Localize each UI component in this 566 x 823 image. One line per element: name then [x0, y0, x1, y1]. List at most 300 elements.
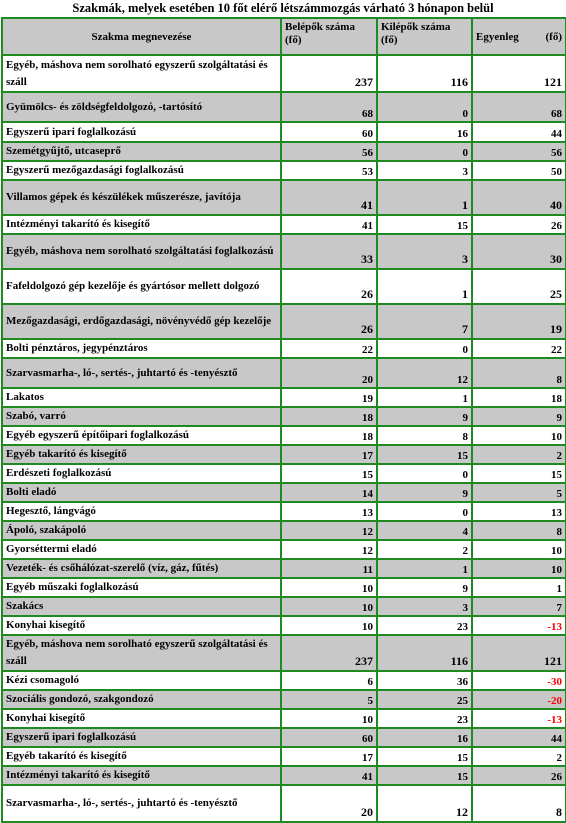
table-row	[2, 540, 566, 559]
row-balance	[472, 358, 566, 388]
table-row	[2, 616, 566, 635]
table-row	[2, 502, 566, 521]
row-in-text: 20	[361, 805, 373, 819]
table-row	[2, 180, 566, 215]
table-row	[2, 521, 566, 540]
row-name	[2, 234, 281, 269]
row-in	[281, 540, 377, 559]
row-balance-text: 18	[551, 393, 562, 405]
row-in	[281, 426, 377, 445]
row-out-text: 12	[457, 374, 468, 386]
row-name	[2, 304, 281, 339]
row-in-text: 17	[362, 752, 373, 764]
row-in	[281, 358, 377, 388]
row-name-text: Bolti eladó	[6, 486, 57, 498]
row-out	[377, 426, 472, 445]
row-out-text: 4	[462, 526, 468, 538]
row-name	[2, 578, 281, 597]
row-out-text: 8	[462, 431, 468, 443]
table-row	[2, 635, 566, 671]
row-name-text: Kézi csomagoló	[6, 674, 80, 686]
row-out-text: 0	[462, 507, 468, 519]
row-out-text: 116	[450, 654, 468, 668]
row-out	[377, 671, 472, 690]
row-in-text: 6	[367, 676, 373, 688]
row-in	[281, 690, 377, 709]
row-out-text: 7	[462, 322, 468, 336]
row-out-text: 3	[462, 602, 468, 614]
row-name	[2, 180, 281, 215]
row-name-text: Egyéb takarító és kisegítő	[6, 448, 127, 460]
row-balance-text: 5	[556, 488, 562, 500]
row-in	[281, 339, 377, 358]
row-in	[281, 92, 377, 122]
row-name-text: Egyéb, máshova nem sorolható egyszerű szolgáltatási és száll	[6, 58, 268, 88]
row-balance-text: -13	[547, 621, 562, 633]
row-in	[281, 502, 377, 521]
row-out	[377, 142, 472, 161]
row-out	[377, 559, 472, 578]
row-out-text: 1	[462, 393, 468, 405]
row-balance	[472, 559, 566, 578]
row-out-text: 1	[462, 564, 468, 576]
row-balance	[472, 215, 566, 234]
row-name-text: Szemétgyűjtő, utcaseprő	[6, 145, 121, 157]
row-balance	[472, 161, 566, 180]
row-out	[377, 92, 472, 122]
row-in-text: 33	[361, 252, 373, 266]
row-out-text: 0	[462, 147, 468, 159]
row-balance-text: 22	[551, 344, 562, 356]
row-balance	[472, 445, 566, 464]
row-name-text: Egyéb műszaki foglalkozású	[6, 581, 139, 593]
row-out-text: 16	[457, 733, 468, 745]
row-balance-text: 2	[556, 450, 562, 462]
row-out-text: 0	[462, 344, 468, 356]
table-row	[2, 766, 566, 785]
row-out	[377, 709, 472, 728]
row-in	[281, 304, 377, 339]
row-balance	[472, 464, 566, 483]
row-in-text: 18	[362, 412, 373, 424]
table-row	[2, 215, 566, 234]
row-balance-text: 44	[551, 128, 562, 140]
row-out	[377, 578, 472, 597]
row-name	[2, 483, 281, 502]
table-row	[2, 671, 566, 690]
row-balance	[472, 339, 566, 358]
row-balance-text: 2	[556, 752, 562, 764]
row-in-text: 10	[362, 583, 373, 595]
row-out-text: 15	[457, 450, 468, 462]
row-name	[2, 671, 281, 690]
row-out	[377, 304, 472, 339]
row-name-text: Fafeldolgozó gép kezelője és gyártósor mellett dolgozó	[6, 280, 260, 292]
row-out	[377, 690, 472, 709]
row-in-text: 13	[362, 507, 373, 519]
row-name	[2, 142, 281, 161]
table-row	[2, 304, 566, 339]
table-row	[2, 709, 566, 728]
row-out	[377, 597, 472, 616]
row-name-text: Hegesztő, lángvágó	[6, 505, 96, 517]
row-in	[281, 483, 377, 502]
row-out	[377, 635, 472, 671]
row-out	[377, 215, 472, 234]
table-row	[2, 122, 566, 142]
row-name-text: Egyszerű ipari foglalkozású	[6, 125, 137, 138]
table-row	[2, 728, 566, 747]
row-in	[281, 728, 377, 747]
row-out-text: 9	[462, 583, 468, 595]
column-header-in: Belépők száma (fő)	[281, 18, 377, 55]
row-in-text: 10	[362, 602, 373, 614]
row-in-text: 20	[362, 374, 373, 386]
row-balance	[472, 766, 566, 785]
row-balance-text: 121	[544, 654, 562, 668]
row-out	[377, 785, 472, 822]
row-out	[377, 521, 472, 540]
row-name	[2, 215, 281, 234]
row-balance-text: 8	[556, 374, 562, 386]
row-name	[2, 339, 281, 358]
row-balance-text: 25	[550, 287, 562, 301]
row-out	[377, 358, 472, 388]
row-balance	[472, 690, 566, 709]
column-header-name: Szakma megnevezése	[2, 18, 281, 55]
row-name	[2, 635, 281, 671]
row-out-text: 9	[462, 488, 468, 500]
row-out-text: 36	[457, 676, 468, 688]
row-in-text: 17	[362, 450, 373, 462]
row-balance-text: 40	[550, 198, 562, 212]
column-header-balance	[472, 18, 566, 55]
row-in-text: 22	[362, 344, 373, 356]
row-name-text: Egyéb, máshova nem sorolható egyszerű szolgáltatási és száll	[6, 638, 268, 667]
row-name-text: Egyéb, máshova nem sorolható szolgáltatási foglalkozású	[6, 245, 274, 257]
row-name	[2, 55, 281, 92]
row-balance-text: -30	[547, 676, 562, 688]
row-name	[2, 426, 281, 445]
balance-unit: (fő)	[545, 30, 562, 43]
row-in-text: 41	[362, 771, 373, 783]
row-name-text: Szabó, varró	[6, 410, 66, 422]
row-out-text: 23	[457, 621, 468, 633]
table-row	[2, 142, 566, 161]
table-row	[2, 747, 566, 766]
table-row	[2, 597, 566, 616]
row-out	[377, 616, 472, 635]
row-in-text: 53	[362, 166, 373, 178]
row-in-text: 19	[362, 393, 373, 405]
row-name	[2, 388, 281, 407]
row-out-text: 15	[457, 220, 468, 232]
row-out	[377, 407, 472, 426]
row-in	[281, 597, 377, 616]
table-row	[2, 483, 566, 502]
row-in-text: 60	[362, 733, 373, 745]
row-name-text: Erdészeti foglalkozású	[6, 467, 112, 479]
table-row	[2, 269, 566, 304]
row-in-text: 41	[362, 220, 373, 232]
table-row	[2, 358, 566, 388]
row-in	[281, 269, 377, 304]
row-name	[2, 92, 281, 122]
table-row	[2, 559, 566, 578]
row-in	[281, 635, 377, 671]
row-balance	[472, 709, 566, 728]
row-in	[281, 747, 377, 766]
row-balance-text: 10	[551, 431, 562, 443]
row-balance-text: 15	[551, 469, 562, 481]
row-out	[377, 540, 472, 559]
row-out	[377, 161, 472, 180]
row-name-text: Szarvasmarha-, ló-, sertés-, juhtartó és -tenyésztő	[6, 366, 238, 379]
row-in	[281, 122, 377, 142]
row-balance	[472, 597, 566, 616]
row-name-text: Szarvasmarha-, ló-, sertés-, juhtartó és -tenyésztő	[6, 797, 238, 809]
row-out	[377, 339, 472, 358]
row-in-text: 237	[355, 654, 373, 668]
row-in-text: 26	[361, 322, 373, 336]
row-balance-text: -13	[547, 714, 562, 726]
table-row	[2, 55, 566, 92]
row-in	[281, 559, 377, 578]
row-in-text: 11	[362, 564, 373, 576]
row-in	[281, 464, 377, 483]
row-name-text: Gyorséttermi eladó	[6, 543, 97, 555]
row-balance	[472, 407, 566, 426]
row-balance	[472, 55, 566, 92]
row-balance	[472, 502, 566, 521]
row-out	[377, 483, 472, 502]
row-name-text: Konyhai kisegítő	[6, 712, 86, 724]
row-name	[2, 161, 281, 180]
table-row	[2, 161, 566, 180]
row-name-text: Szakács	[6, 600, 44, 612]
row-balance	[472, 728, 566, 747]
row-in	[281, 578, 377, 597]
row-name-text: Konyhai kisegítő	[6, 619, 86, 631]
row-out	[377, 728, 472, 747]
table-row	[2, 464, 566, 483]
row-balance-text: 7	[556, 602, 562, 614]
row-out	[377, 445, 472, 464]
row-name	[2, 122, 281, 142]
row-name-text: Intézményi takarító és kisegítő	[6, 769, 150, 781]
row-balance-text: 10	[551, 564, 562, 576]
header-row	[2, 18, 566, 55]
row-name	[2, 445, 281, 464]
table-row	[2, 785, 566, 822]
balance-label: Egyenleg	[476, 30, 519, 43]
row-out	[377, 269, 472, 304]
row-name	[2, 540, 281, 559]
row-out	[377, 766, 472, 785]
row-balance-text: 68	[551, 108, 562, 120]
row-balance	[472, 122, 566, 142]
occupation-table	[1, 17, 566, 823]
row-out	[377, 122, 472, 142]
row-in-text: 41	[361, 198, 373, 212]
row-out-text: 12	[456, 805, 468, 819]
row-name-text: Gyümölcs- és zöldségfeldolgozó, -tartósító	[6, 100, 203, 113]
row-name	[2, 521, 281, 540]
row-out-text: 1	[462, 198, 468, 212]
row-balance-text: 10	[551, 545, 562, 557]
row-balance	[472, 671, 566, 690]
row-out	[377, 55, 472, 92]
row-out-text: 3	[462, 252, 468, 266]
table-row	[2, 407, 566, 426]
row-name	[2, 358, 281, 388]
row-balance-text: 50	[551, 166, 562, 178]
row-name-text: Lakatos	[6, 391, 44, 403]
row-in-text: 26	[361, 287, 373, 301]
row-name	[2, 766, 281, 785]
row-in	[281, 766, 377, 785]
row-in	[281, 180, 377, 215]
row-balance	[472, 483, 566, 502]
row-in	[281, 445, 377, 464]
row-in	[281, 161, 377, 180]
row-in	[281, 407, 377, 426]
row-out	[377, 464, 472, 483]
row-name-text: Mezőgazdasági, erdőgazdasági, növényvédő gép kezelője	[6, 315, 272, 327]
row-balance	[472, 180, 566, 215]
row-balance	[472, 785, 566, 822]
row-in	[281, 671, 377, 690]
table-title: Szakmák, melyek esetében 10 főt elérő létszámmozgás várható 3 hónapon belül	[72, 1, 494, 15]
row-in-text: 56	[362, 147, 373, 159]
row-in-text: 18	[362, 431, 373, 443]
row-out-text: 25	[457, 695, 468, 707]
row-name	[2, 616, 281, 635]
row-balance	[472, 426, 566, 445]
row-balance	[472, 521, 566, 540]
row-name	[2, 269, 281, 304]
row-out	[377, 747, 472, 766]
row-name	[2, 407, 281, 426]
row-in-text: 10	[362, 621, 373, 633]
row-name-text: Egyszerű mezőgazdasági foglalkozású	[6, 164, 184, 176]
row-balance	[472, 269, 566, 304]
row-balance	[472, 304, 566, 339]
row-in-text: 15	[362, 469, 373, 481]
table-row	[2, 445, 566, 464]
row-balance	[472, 540, 566, 559]
row-in	[281, 142, 377, 161]
row-balance-text: 121	[544, 75, 562, 89]
row-name	[2, 728, 281, 747]
row-out-text: 116	[450, 75, 468, 89]
row-balance-text: 13	[551, 507, 562, 519]
row-out-text: 2	[462, 545, 468, 557]
row-balance-text: 26	[551, 220, 562, 232]
row-name-text: Intézményi takarító és kisegítő	[6, 218, 150, 230]
row-in-text: 14	[362, 488, 373, 500]
table-row	[2, 339, 566, 358]
row-in	[281, 709, 377, 728]
row-name	[2, 559, 281, 578]
row-name-text: Egyéb egyszerű építőipari foglalkozású	[6, 429, 190, 441]
row-name	[2, 464, 281, 483]
column-header-out: Kilépők száma (fő)	[377, 18, 472, 55]
row-balance-text: -20	[547, 695, 562, 707]
row-in-text: 68	[362, 108, 373, 120]
row-balance	[472, 142, 566, 161]
row-name-text: Egyéb takarító és kisegítő	[6, 750, 127, 762]
row-out	[377, 234, 472, 269]
row-balance	[472, 635, 566, 671]
row-balance-text: 1	[556, 583, 562, 595]
row-out	[377, 180, 472, 215]
row-out-text: 3	[462, 166, 468, 178]
row-balance-text: 8	[556, 526, 562, 538]
row-out	[377, 388, 472, 407]
row-in-text: 5	[367, 695, 373, 707]
row-name	[2, 785, 281, 822]
row-name	[2, 709, 281, 728]
row-balance	[472, 747, 566, 766]
row-name	[2, 597, 281, 616]
row-balance-text: 9	[556, 412, 562, 424]
row-out-text: 16	[457, 128, 468, 140]
row-out-text: 0	[462, 108, 468, 120]
row-in	[281, 616, 377, 635]
row-name-text: Vezeték- és csőhálózat-szerelő (víz, gáz, fűtés)	[6, 562, 219, 574]
row-name-text: Bolti pénztáros, jegypénztáros	[6, 342, 148, 354]
row-in-text: 60	[362, 128, 373, 140]
row-balance	[472, 578, 566, 597]
row-balance	[472, 616, 566, 635]
row-out-text: 15	[457, 771, 468, 783]
row-balance	[472, 234, 566, 269]
row-balance	[472, 388, 566, 407]
row-name	[2, 747, 281, 766]
row-name	[2, 502, 281, 521]
row-balance-text: 8	[556, 805, 562, 819]
row-out-text: 0	[462, 469, 468, 481]
table-row	[2, 388, 566, 407]
row-in	[281, 521, 377, 540]
table-row	[2, 578, 566, 597]
row-balance-text: 19	[550, 322, 562, 336]
row-balance-text: 26	[551, 771, 562, 783]
row-in	[281, 215, 377, 234]
row-name	[2, 690, 281, 709]
row-in	[281, 785, 377, 822]
row-in-text: 237	[355, 75, 373, 89]
row-balance	[472, 92, 566, 122]
row-name-text: Ápoló, szakápoló	[6, 524, 87, 536]
row-in	[281, 388, 377, 407]
row-balance-text: 44	[551, 733, 562, 745]
row-out-text: 23	[457, 714, 468, 726]
table-row	[2, 234, 566, 269]
row-name-text: Egyszerű ipari foglalkozású	[6, 731, 137, 743]
row-in	[281, 55, 377, 92]
table-row	[2, 92, 566, 122]
row-name-text: Szociális gondozó, szakgondozó	[6, 693, 154, 705]
table-row	[2, 690, 566, 709]
row-out-text: 9	[462, 412, 468, 424]
row-in-text: 10	[362, 714, 373, 726]
row-out-text: 1	[462, 287, 468, 301]
row-balance-text: 56	[551, 147, 562, 159]
row-out	[377, 502, 472, 521]
row-in-text: 12	[362, 526, 373, 538]
